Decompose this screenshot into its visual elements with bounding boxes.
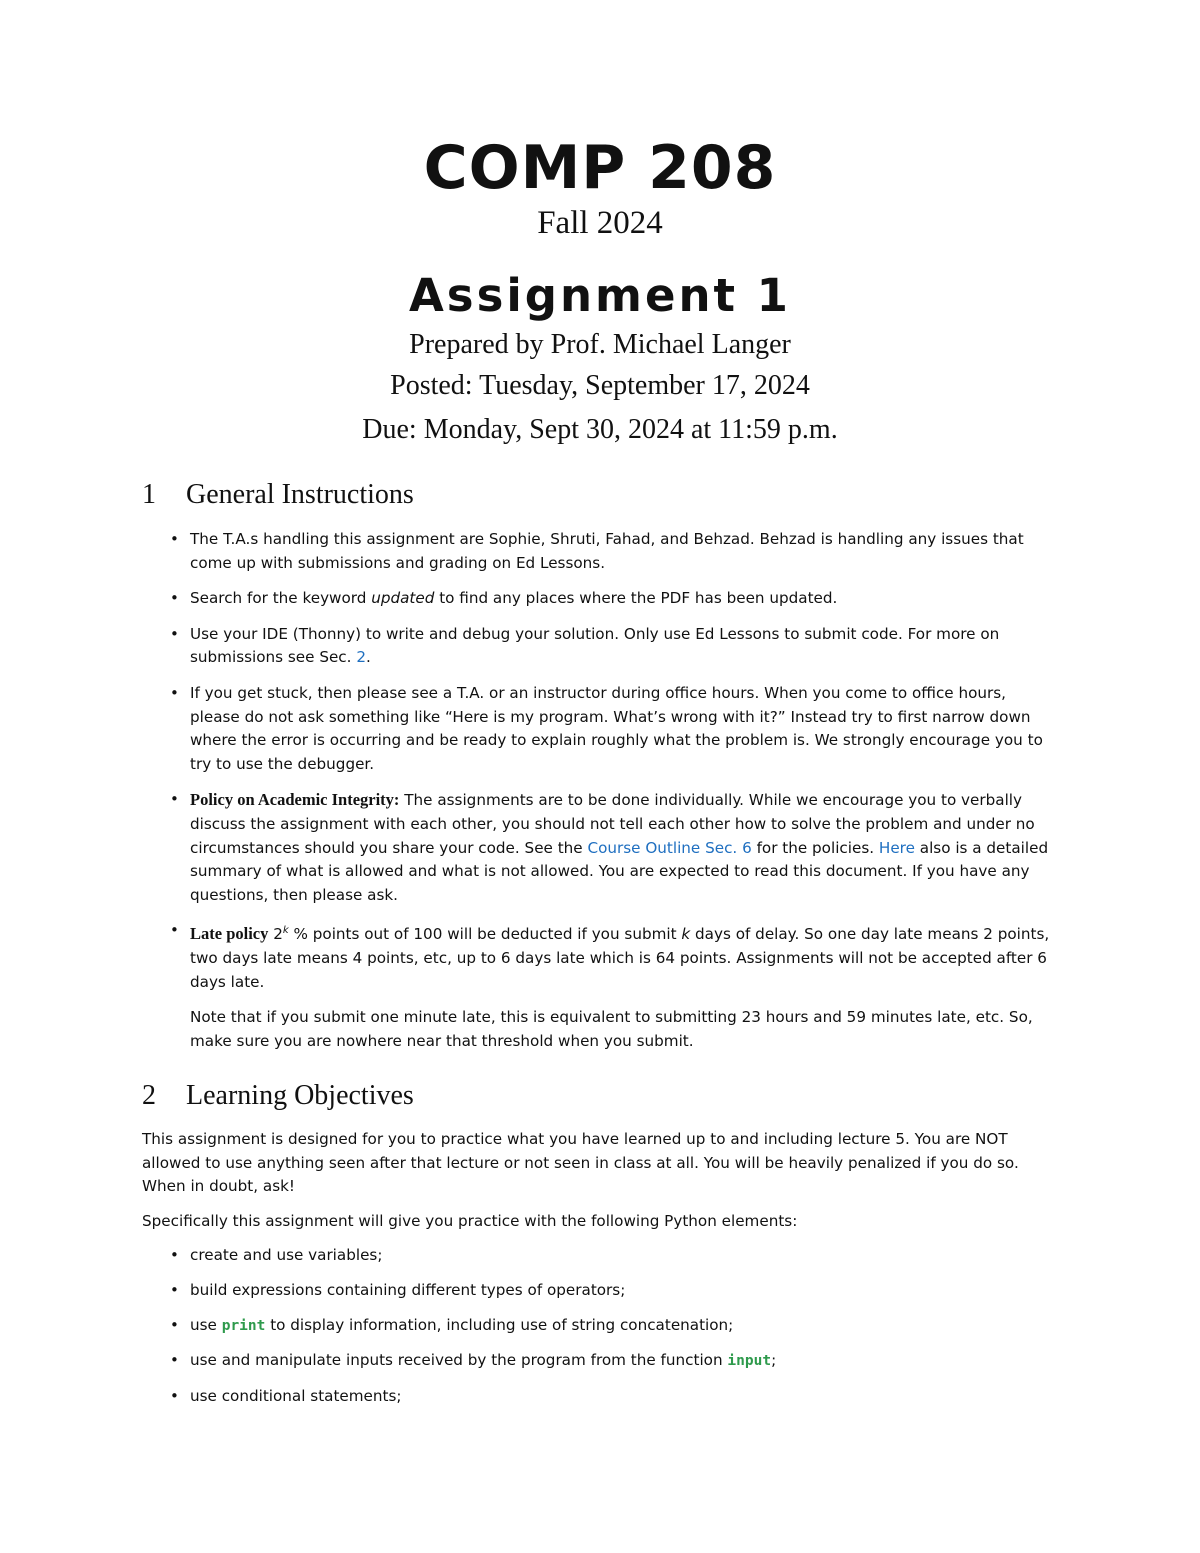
late-formula-k: k bbox=[681, 925, 691, 944]
late-note: Note that if you submit one minute late, this is equivalent to submitting 23 hours and 59 minutes late, etc. So, make sure you are nowhere near that threshold when you submit. bbox=[190, 1008, 1033, 1050]
late-formula-exponent: k bbox=[282, 925, 289, 937]
section-2-title: Learning Objectives bbox=[186, 1080, 414, 1111]
keyword-updated: updated bbox=[371, 589, 435, 608]
list-item bbox=[142, 623, 1060, 670]
bullet-text: . bbox=[366, 648, 371, 667]
bullet-text: Use your IDE (Thonny) to write and debug your solution. Only use Ed Lessons to submit code. For more on submissions see Sec. bbox=[190, 624, 1000, 667]
objectives-paragraph: This assignment is designed for you to practice what you have learned up to and including lecture 5. You are NOT allowed to use anything seen after that lecture or not seen in class at all. You will be heavily penalized if you do so. When in doubt, ask! bbox=[142, 1130, 1019, 1196]
bullet-text: use conditional statements; bbox=[190, 1386, 402, 1405]
section-1-title: General Instructions bbox=[186, 479, 414, 510]
assignment-title: Assignment 1 bbox=[408, 269, 791, 322]
bullet-text: build expressions containing different types of operators; bbox=[190, 1280, 626, 1299]
list-item bbox=[142, 587, 1060, 611]
bullet-text: use and manipulate inputs received by the program from the function bbox=[190, 1351, 728, 1370]
list-item bbox=[142, 1314, 1060, 1339]
prepared-by: Prepared by Prof. Michael Langer bbox=[409, 329, 791, 360]
due-date: Due: Monday, Sept 30, 2024 at 11:59 p.m. bbox=[362, 414, 838, 445]
bullet-text: If you get stuck, then please see a T.A. or an instructor during office hours. When you come to office hours, please do not ask something like “Here is my program. What’s wrong with it?” Instead try to first narrow down where the error is occurring and be ready to explain roughly what the problem is. We strongly encourage you to try to use the debugger. bbox=[190, 683, 1043, 773]
list-item bbox=[142, 919, 1060, 1053]
here-link[interactable]: Here bbox=[878, 838, 915, 857]
posted-date: Posted: Tuesday, September 17, 2024 bbox=[390, 370, 810, 401]
section-2-body bbox=[142, 1128, 1060, 1419]
section-2-number: 2 bbox=[142, 1080, 156, 1111]
section-1-body bbox=[142, 528, 1060, 1065]
course-outline-link[interactable]: Course Outline Sec. 6 bbox=[587, 838, 752, 857]
section-1-heading bbox=[142, 478, 414, 512]
elements-intro: Specifically this assignment will give you practice with the following Python elements: bbox=[142, 1211, 798, 1230]
bullet-text: to find any places where the PDF has been updated. bbox=[434, 589, 838, 608]
list-item bbox=[142, 1244, 1060, 1268]
bullet-text: The assignments are to be done individually. While we encourage you to verbally discuss the assignment with each other, you should not tell each other how to solve the problem and under no circumstances should you share your code. See the bbox=[190, 791, 1035, 857]
list-item bbox=[142, 1349, 1060, 1374]
bullet-text: ; bbox=[771, 1351, 777, 1370]
bullet-text: The T.A.s handling this assignment are Sophie, Shruti, Fahad, and Behzad. Behzad is handling any issues that come up with submissions and grading on Ed Lessons. bbox=[190, 530, 1024, 572]
bullet-text: for the policies. bbox=[751, 838, 879, 857]
bullet-text: also is a detailed summary of what is allowed and what is not allowed. You are expected to read this document. If you have any questions, then please ask. bbox=[190, 838, 1049, 904]
list-item bbox=[142, 528, 1060, 575]
bullet-text: days of delay. So one day late means 2 points, two days late means 4 points, etc, up to 6 days late which is 64 points. Assignments will not be accepted after 6 days late. bbox=[190, 925, 1050, 991]
section-1-number: 1 bbox=[142, 479, 156, 510]
late-policy-label: Late policy bbox=[190, 924, 269, 944]
bullet-text: to display information, including use of string concatenation; bbox=[265, 1315, 734, 1334]
elements-list bbox=[142, 1244, 1060, 1408]
bullet-text: use bbox=[190, 1315, 222, 1334]
code-input: input bbox=[727, 1353, 772, 1370]
policy-label: Policy on Academic Integrity: bbox=[190, 790, 400, 810]
list-item bbox=[142, 682, 1060, 776]
term-label: Fall 2024 bbox=[537, 205, 663, 241]
late-formula-base: 2 bbox=[268, 925, 283, 944]
list-item bbox=[142, 1385, 1060, 1409]
bullet-text: % points out of 100 will be deducted if you submit bbox=[288, 925, 682, 944]
bullet-text: Search for the keyword bbox=[190, 589, 372, 608]
section-2-link[interactable]: 2 bbox=[356, 648, 366, 667]
list-item bbox=[142, 788, 1060, 907]
code-print: print bbox=[221, 1317, 266, 1334]
list-item bbox=[142, 1279, 1060, 1303]
bullet-text: create and use variables; bbox=[190, 1246, 383, 1265]
instructions-list bbox=[142, 528, 1060, 1053]
section-2-heading bbox=[142, 1079, 414, 1113]
course-title: COMP 208 bbox=[423, 133, 777, 203]
